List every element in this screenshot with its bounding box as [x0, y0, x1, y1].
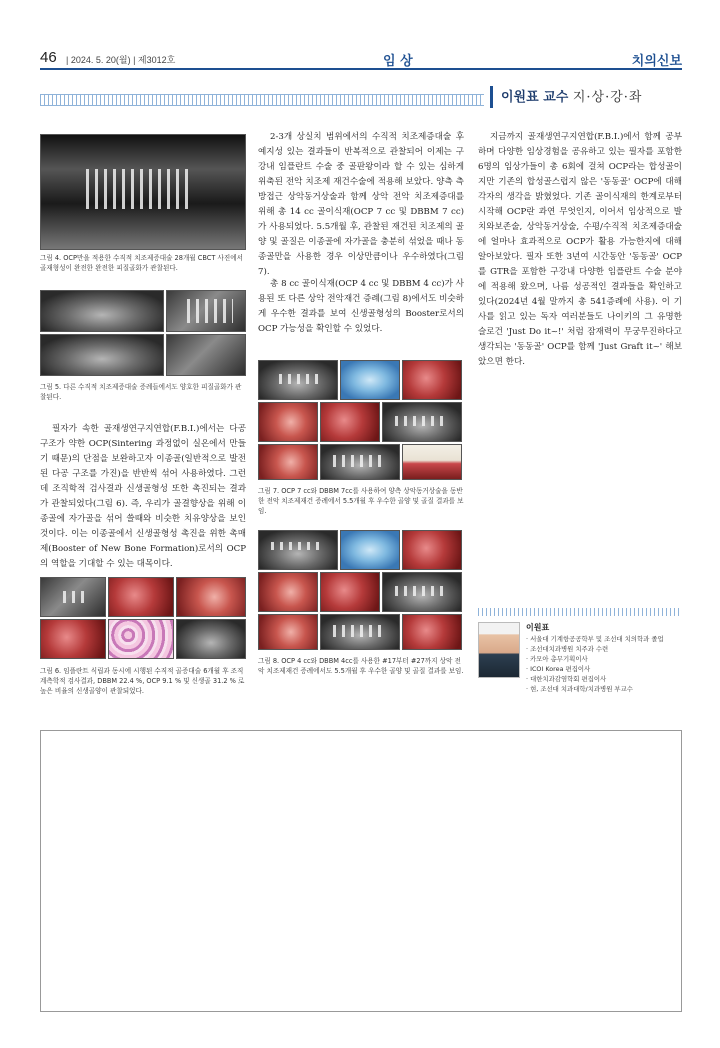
figure-7-panorama-a [258, 360, 338, 400]
series-banner [40, 84, 682, 110]
publication-brand: 치의신보 [631, 54, 682, 69]
figure-7-caption: 그림 7. OCP 7 cc와 DBBM 7cc를 사용하여 양측 상악동거상술을 동반한 전악 치조제재건 증례에서 5.5개월 후 우수한 골양 및 골질 결과를 보임. [258, 487, 464, 515]
page-header [40, 48, 682, 70]
figure-6-histology [108, 619, 174, 659]
figure-8-surgery-b [258, 572, 318, 612]
credential-item: · ICOI Korea 편집이사 [526, 664, 686, 674]
figure-6-surgery-a [108, 577, 174, 617]
figure-8-caption: 그림 8. OCP 4 cc와 DBBM 4cc를 사용한 #17부터 #27까지 상악 전악 치조제재건 증례에서도 5.5개월 후 우수한 골양 및 골질 결과를 보임. [258, 657, 464, 675]
figure-8-panorama-c [320, 614, 400, 650]
figure-8-surgery-d [258, 614, 318, 650]
figure-7-surgery-d [258, 444, 318, 480]
credential-item: · 카모아 총무기획이사 [526, 654, 686, 664]
credential-item: · 조선대치과병원 치주과 수련 [526, 644, 686, 654]
figure-5-caption: 그림 5. 다른 수직적 치조제증대술 증례들에서도 양호한 피질골화가 관찰된다. [40, 383, 242, 401]
page-number: 46 [40, 49, 57, 66]
column-2-body-part-2: 총 8 cc 골이식재(OCP 4 cc 및 DBBM 4 cc)가 사용된 또 다른 상악 전악재건 증례(그림 8)에서도 비슷하게 우수한 결과를 보여 신생골형성의 Booster로서의 OCP 가능성을 확인할 수 있었다. [258, 279, 464, 334]
section-title: 임 상 [383, 54, 413, 69]
figure-6-surgery-b [176, 577, 246, 617]
figure-6-surgery-c [40, 619, 106, 659]
column-3-body: 지금까지 골재생연구지연합(F.B.I.)에서 함께 공부하며 다양한 임상경험을 공유하고 있는 필자를 포함한 6명의 임상가들이 총 6회에 걸쳐 OCP라는 합성골이지만 기존의 합성골스럽지 않은 '동동골' OCP에 대해 각자의 생각을 밝혔었다. 기존 골이식재의 한계로부터 시작해 OCP란 과연 무엇인지, 이어서 임상적으로 발치와보존술, 상악동거상술, 수평/수직적 치조제증대술에 얼마나 효과적으로 OCP가 활용 가능한지에 대해 알아보았다. 필자 또한 3년여 시간동안 '동동골' OCP를 GTR을 포함한 구강내 다양한 임플란트 수술 분야에 적용해 왔으며, 나름 성공적인 결과들을 확인하고 있다(2024년 4월 말까지 총 541증례에 사용). 이 기사를 읽고 있는 독자 여러분들도 나이키의 그 유명한 슬로건 'Just Do it~!' 처럼 잠재력이 무궁무진하다고 생각되는 '동동골' OCP를 함께 'Just Graft it~' 해보았으면 한다. [478, 132, 682, 367]
figure-7-prosthesis [402, 444, 462, 480]
figure-6-panorama [176, 619, 246, 659]
column-1-body: 필자가 속한 골재생연구지연합(F.B.I.)에서는 다공구조가 약한 OCP(Sintering 과정없이 실온에서 만들기 때문)의 단점을 보완하고자 이종골(일반적으로 발전된 다공 구조를 가진)을 반반씩 섞어 사용하였다. 그런데 조직학적 검사결과 신생골형성 또한 촉진되는 결과가 관찰되었다(그림 6). 즉, 우리가 골결향상을 위해 이종골에 자가골을 섞어 쓸때와 비슷한 치유양상을 보인 것이다. 이는 이종골에서 신생골형성 촉진을 위한 촉매제(Booster of New Bone Formation)로서의 OCP의 역할을 기대할 수 있는 대목이다. [40, 424, 246, 569]
figure-8-surgery-c [320, 572, 380, 612]
figure-7-3d-model [340, 360, 400, 400]
figure-4-caption: 그림 4. OCP만을 적용한 수직적 치조제증대술 28개월 CBCT 사진에서 골재형성이 완전한 완전한 피질골화가 관찰된다. [40, 254, 243, 272]
figure-8-3d-model [340, 530, 400, 570]
issue-line: | 2024. 5. 20(월) | 제3012호 [66, 55, 176, 65]
figure-5-xray-b [166, 290, 246, 332]
profile-divider [478, 608, 682, 616]
credential-item: · 서울대 기계항공공학부 및 조선대 치의학과 졸업 [526, 634, 686, 644]
series-title [490, 86, 643, 108]
advertisement-box [40, 730, 682, 1012]
figure-5-xray-a [40, 290, 164, 332]
figure-6-caption: 그림 6. 임플란트 식립과 동시에 시행된 수직적 골증대술 6개월 후 조직계측학적 검사결과, DBBM 22.4 %, OCP 9.1 % 및 신생골 31.2 % 로 높은 비율의 신생골양이 관찰되었다. [40, 667, 245, 695]
author-avatar [478, 622, 520, 678]
figure-8-surgery-e [402, 614, 462, 650]
series-author: 이원표 교수 [501, 90, 569, 105]
figure-5-xray-c [40, 334, 164, 376]
figure-7-surgery-a [402, 360, 462, 400]
figure-5-xray-d [166, 334, 246, 376]
figure-4-cbct-image [40, 134, 246, 250]
figure-8-panorama-b [382, 572, 462, 612]
figure-7-panorama-b [382, 402, 462, 442]
figure-7-surgery-b [258, 402, 318, 442]
series-column-name: 지·상·강·좌 [572, 90, 643, 105]
author-credentials [526, 634, 686, 694]
author-name: 이원표 [526, 623, 550, 632]
decorative-bar [40, 94, 484, 106]
column-2-body-part-1: 2-3개 상실치 범위에서의 수직적 치조제증대술 후 예지성 있는 결과들이 반복적으로 관찰되어 이제는 구강내 임플란트 수술 중 골판왕이라 할 수 있는 심하게 위축된 전악 치조제 재건수술에 적용해 보았다. 양측 측방접근 상악동거상술과 함께 상악 전악 치조제증대를 위해 총 14 cc 골이식재(OCP 7 cc 및 DBBM 7 cc)가 사용되었다. 5.5개월 후, 관찰된 재건된 치조제의 골양 및 골질은 이종골에 자가골을 충분히 섞었을 때나 동종골만을 사용한 경우 이상만큼이나 우수하였다(그림 7). [258, 132, 464, 277]
credential-item: · 현, 조선대 치과대학/치과병원 부교수 [526, 684, 686, 694]
figure-8-panorama-a [258, 530, 338, 570]
credential-item: · 대한치과감염학회 편집이사 [526, 674, 686, 684]
figure-6-xray [40, 577, 106, 617]
figure-7-panorama-c [320, 444, 400, 480]
figure-8-surgery-a [402, 530, 462, 570]
figure-7-surgery-c [320, 402, 380, 442]
